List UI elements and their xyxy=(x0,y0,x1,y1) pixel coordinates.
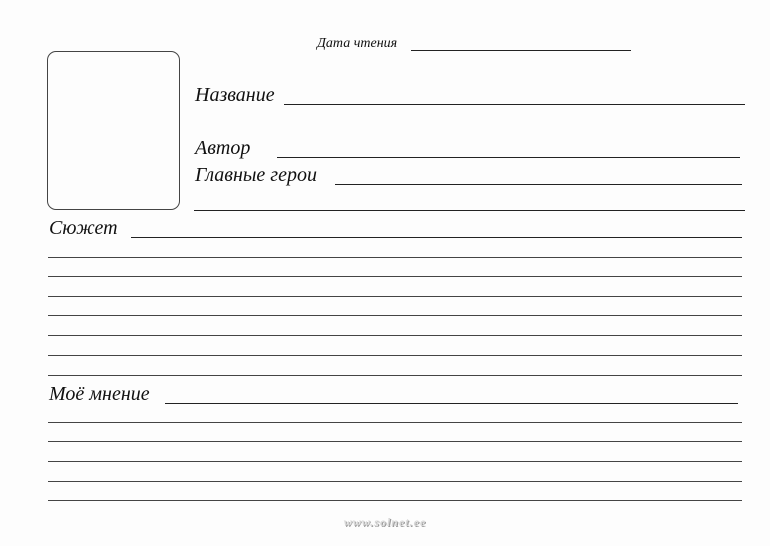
reading-date-label: Дата чтения xyxy=(317,36,398,51)
plot-rule[interactable] xyxy=(48,375,742,376)
plot-rule[interactable] xyxy=(48,296,742,297)
title-label: Название xyxy=(195,84,275,106)
author-label: Автор xyxy=(195,137,251,159)
opinion-rule[interactable] xyxy=(48,422,742,423)
opinion-rule[interactable] xyxy=(48,500,742,501)
opinion-label: Моё мнение xyxy=(49,383,150,405)
plot-rule[interactable] xyxy=(48,257,742,258)
opinion-rule[interactable] xyxy=(48,481,742,482)
plot-rule[interactable] xyxy=(48,315,742,316)
opinion-line[interactable] xyxy=(165,403,738,404)
website-watermark: www.solnet.ee xyxy=(343,515,427,529)
main-heroes-line[interactable] xyxy=(335,184,742,185)
plot-line[interactable] xyxy=(131,237,742,238)
opinion-rule[interactable] xyxy=(48,441,742,442)
reading-date-line[interactable] xyxy=(411,50,631,51)
author-line[interactable] xyxy=(277,157,740,158)
opinion-rule[interactable] xyxy=(48,461,742,462)
main-heroes-label: Главные герои xyxy=(195,164,317,186)
plot-label: Сюжет xyxy=(49,217,118,239)
book-cover-frame xyxy=(47,51,180,210)
title-line[interactable] xyxy=(284,104,745,105)
plot-rule[interactable] xyxy=(48,276,742,277)
plot-rule[interactable] xyxy=(48,355,742,356)
plot-rule[interactable] xyxy=(48,335,742,336)
main-heroes-line-2[interactable] xyxy=(194,210,745,211)
